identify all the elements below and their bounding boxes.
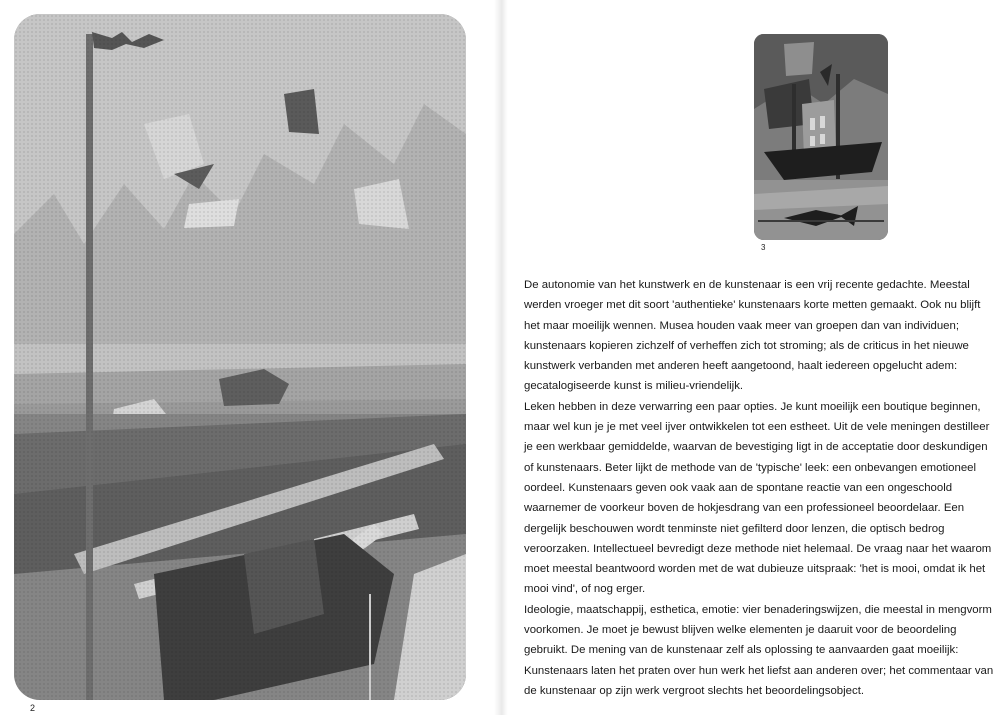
- text-line: Kunstenaars laten het praten over hun werk het liefst aan anderen over; het commentaar van: [524, 664, 994, 677]
- page-number-left: 2: [30, 703, 36, 713]
- text-line: waarnemer de voorkeur boven de hokjesdrang van een professioneel beoordelaar. Een: [524, 502, 965, 515]
- text-line: de kunstenaar op zijn werk vergroot slechts het beoordelingsobject.: [524, 684, 865, 697]
- text-line: voorkomen. Je moet je bewust blijven welke elementen je daaruit voor de beoordeling: [524, 624, 957, 637]
- text-line: kunstwerk verbanden met anderen heeft aangetoond, haalt iedereen opgelucht adem:: [524, 360, 958, 373]
- text-line: gecatalogiseerde kunst is milieu-vriendelijk.: [524, 380, 744, 393]
- text-line: je een werkbaar gemiddelde, waarvan de bevestiging ligt in de acceptatie door deskundigen: [524, 441, 988, 454]
- text-line: De autonomie van het kunstwerk en de kunstenaar is een vrij recente gedachte. Meestal: [524, 279, 970, 291]
- text-line: veroorzaken. Intellectueel bevredigt deze methode niet helemaal. De vraag naar het waarom: [524, 542, 992, 555]
- text-line: Ideologie, maatschappij, esthetica, emotie: vier benaderingswijzen, die meestal in mengvorm: [524, 603, 992, 616]
- text-line: Leken hebben in deze verwarring een paar opties. Je kunt moeilijk een boutique beginnen,: [524, 400, 981, 413]
- artwork-small-image: [754, 34, 888, 240]
- text-line: werden vroeger met dit soort 'authentieke' kunstenaars korte metten gemaakt. Ook nu blijft: [524, 299, 981, 312]
- figure-caption: 3: [761, 243, 766, 252]
- book-gutter: [494, 0, 508, 715]
- text-line: moet meestal beantwoord worden met de wat dubieuze uitspraak: 'het is mooi, omdat ik het: [524, 563, 986, 576]
- body-text: [524, 275, 994, 701]
- text-line: mooi vind', of nog erger.: [524, 583, 646, 596]
- text-line: kunstenaars kopieren zichzelf of verheffen zich tot stroming; als de criticus in het nieuwe: [524, 339, 969, 352]
- text-line: dergelijk beschouwen wordt tenminste niet gefilterd door lenzen, die optisch bedrog: [524, 522, 945, 535]
- artwork-plate-small: [754, 34, 888, 240]
- text-line: het maar moeilijk wennen. Musea houden vaak meer van groepen dan van individuen;: [524, 319, 960, 332]
- artwork-large-image: [14, 14, 466, 700]
- text-line: gebruikt. De mening van de kunstenaar zelf als oplossing te aanvaarden gaat moeilijk:: [524, 644, 959, 657]
- text-line: maar wel kun je je met veel ijver ontwikkelen tot een estheet. Uit de vele meningen destilleer: [524, 421, 990, 434]
- text-line: of kunstenaars. Beter lijkt de methode van de 'typische' leek: een onbevangen emotioneel: [524, 461, 977, 474]
- artwork-plate-large: [14, 14, 466, 700]
- text-line: oordeel. Kunstenaars geven ook vaak aan de spontane reactie van een ongeschoold: [524, 481, 953, 494]
